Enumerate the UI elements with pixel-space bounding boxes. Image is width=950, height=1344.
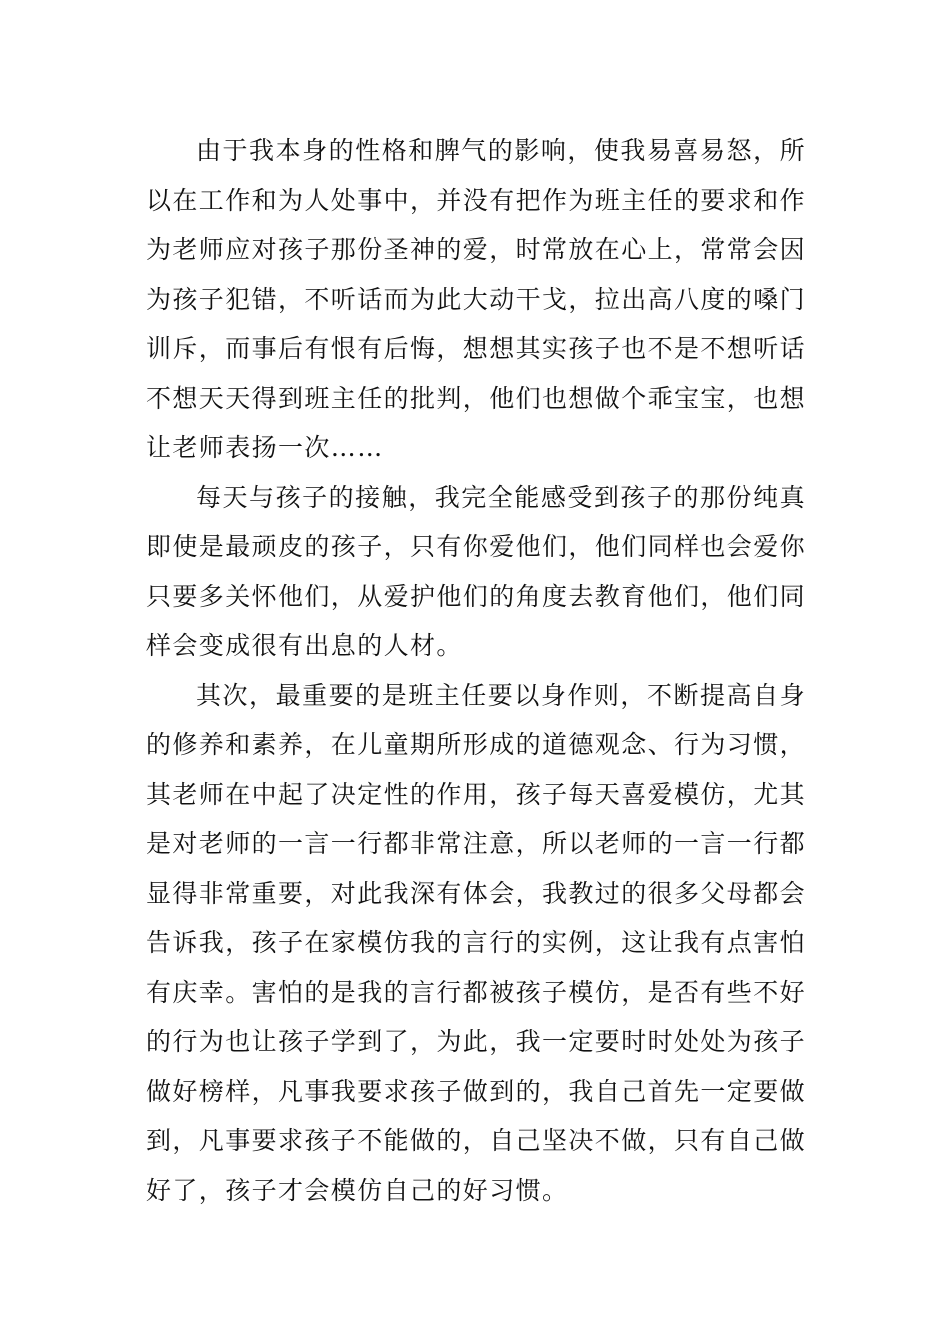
- paragraph-1: 由于我本身的性格和脾气的影响，使我易喜易怒，所以在工作和为人处事中，并没有把作为班主任的要求和作为老师应对孩子那份圣神的爱，时常放在心上，常常会因为孩子犯错，不听话而为此大动干戈，拉出高八度的嗓门训斥，而事后有恨有后悔，想想其实孩子也不是不想听话不想天天得到班主任的批判，他们也想做个乖宝宝，也想让老师表扬一次……: [146, 136, 807, 462]
- paragraph-2: 每天与孩子的接触，我完全能感受到孩子的那份纯真即使是最顽皮的孩子，只有你爱他们，他们同样也会爱你只要多关怀他们，从爱护他们的角度去教育他们，他们同样会变成很有出息的人材。: [146, 482, 807, 660]
- paragraph-3: 其次，最重要的是班主任要以身作则，不断提高自身的修养和素养，在儿童期所形成的道德观念、行为习惯，其老师在中起了决定性的作用，孩子每天喜爱模仿，尤其是对老师的一言一行都非常注意，所以老师的一言一行都显得非常重要，对此我深有体会，我教过的很多父母都会告诉我，孩子在家模仿我的言行的实例，这让我有点害怕有庆幸。害怕的是我的言行都被孩子模仿，是否有些不好的行为也让孩子学到了，为此，我一定要时时处处为孩子做好榜样，凡事我要求孩子做到的，我自己首先一定要做到，凡事要求孩子不能做的，自己坚决不做，只有自己做好了，孩子才会模仿自己的好习惯。: [146, 680, 807, 1205]
- document-body: [146, 126, 806, 1215]
